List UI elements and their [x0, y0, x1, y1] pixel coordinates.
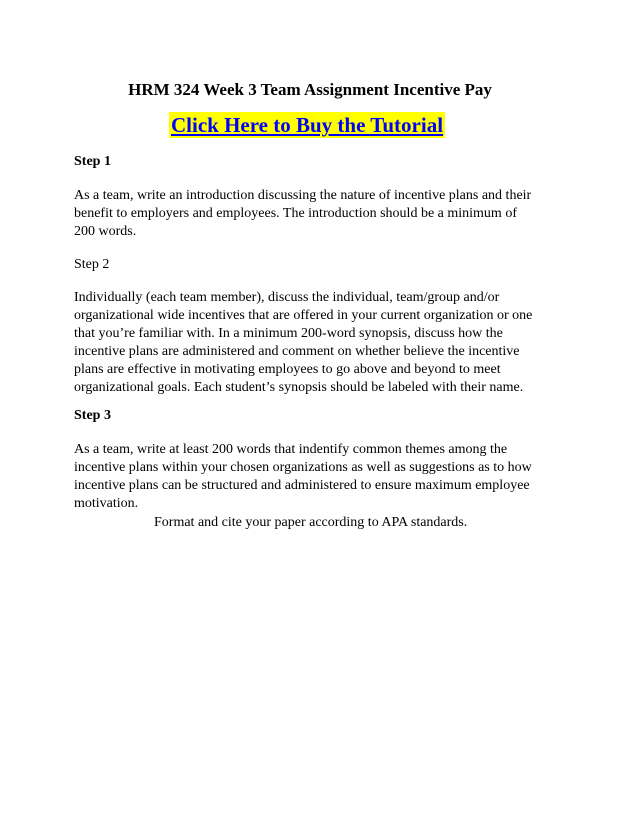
- step-2-line: organizational wide incentives that are offered in your current organization or one: [74, 308, 533, 323]
- step-2-line: plans are effective in motivating employees to go above and beyond to meet: [74, 362, 501, 377]
- step-2-line: organizational goals. Each student’s synopsis should be labeled with their name.: [74, 380, 524, 395]
- step-1-line: As a team, write an introduction discussing the nature of incentive plans and their: [74, 188, 532, 203]
- step-2-line: Individually (each team member), discuss the individual, team/group and/or: [74, 290, 500, 305]
- buy-tutorial-link[interactable]: Click Here to Buy the Tutorial: [171, 113, 444, 137]
- step-3-line: incentive plans can be structured and administered to ensure maximum employee: [74, 478, 530, 493]
- step-1-paragraph: [74, 187, 574, 241]
- step-2-line: incentive plans are administered and comment on whether believe the incentive: [74, 344, 520, 359]
- step-2-line: that you’re familiar with. In a minimum 200-word synopsis, discuss how the: [74, 326, 503, 341]
- closing-instruction: Format and cite your paper according to APA standards.: [154, 515, 468, 530]
- step-1-heading: Step 1: [74, 154, 111, 169]
- step-3-line: motivation.: [74, 496, 139, 511]
- step-3-paragraph: [74, 441, 574, 513]
- step-1-line: 200 words.: [74, 224, 137, 239]
- step-2-paragraph: [74, 289, 574, 397]
- step-3-heading: Step 3: [74, 408, 111, 423]
- document-title: HRM 324 Week 3 Team Assignment Incentive Pay: [128, 80, 492, 99]
- step-2-heading: Step 2: [74, 257, 110, 272]
- step-3-line: As a team, write at least 200 words that indentify common themes among the: [74, 442, 508, 457]
- step-1-line: benefit to employers and employees. The introduction should be a minimum of: [74, 206, 517, 221]
- step-3-line: incentive plans within your chosen organizations as well as suggestions as to how: [74, 460, 532, 475]
